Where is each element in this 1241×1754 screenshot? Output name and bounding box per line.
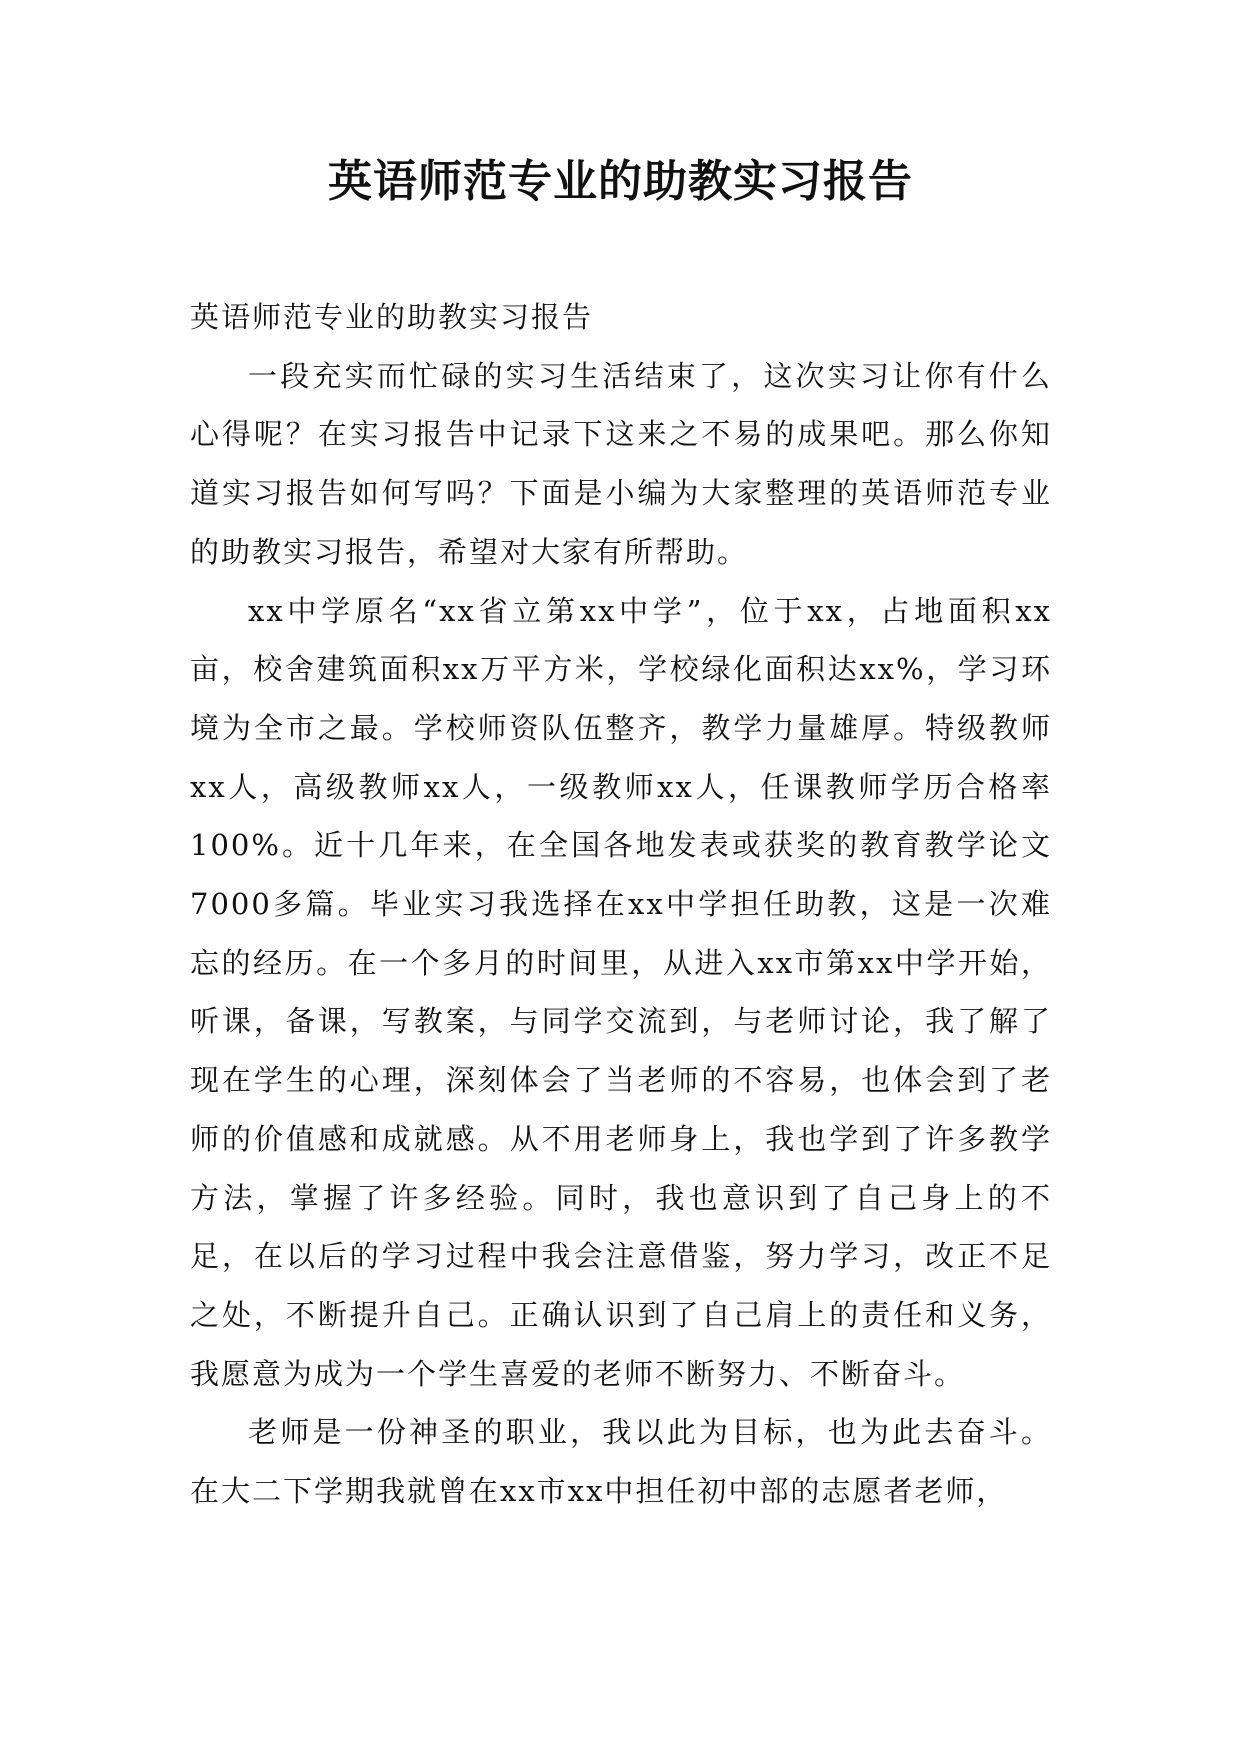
document-subtitle: 英语师范专业的助教实习报告 [190, 300, 594, 334]
document-title: 英语师范专业的助教实习报告 [328, 156, 913, 207]
paragraph-teacher: 老师是一份神圣的职业，我以此为目标，也为此去奋斗。在大二下学期我就曾在xx市xx中担任初中部的志愿者老师， [190, 1415, 1052, 1509]
paragraph-school: xx中学原名“xx省立第xx中学”，位于xx，占地面积xx亩，校舍建筑面积xx万平方米，学校绿化面积达xx%，学习环境为全市之最。学校师资队伍整齐，教学力量雄厚。特级教师xx人，高级教师xx人，一级教师xx人，任课教师学历合格率100%。近十几年来，在全国各地发表或获奖的教育教学论文7000多篇。毕业实习我选择在xx中学担任助教，这是一次难忘的经历。在一个多月的时间里，从进入xx市第xx中学开始，听课，备课，写教案，与同学交流到，与老师讨论，我了解了现在学生的心理，深刻体会了当老师的不容易，也体会到了老师的价值感和成就感。从不用老师身上，我也学到了许多教学方法，掌握了许多经验。同时，我也意识到了自己身上的不足，在以后的学习过程中我会注意借鉴，努力学习，改正不足之处，不断提升自己。正确认识到了自己肩上的责任和义务，我愿意为成为一个学生喜爱的老师不断努力、不断奋斗。 [190, 593, 1052, 1391]
paragraph-intro: 一段充实而忙碌的实习生活结束了，这次实习让你有什么心得呢？在实习报告中记录下这来之不易的成果吧。那么你知道实习报告如何写吗？下面是小编为大家整理的英语师范专业的助教实习报告，希望对大家有所帮助。 [190, 358, 1052, 569]
document-body [190, 288, 1052, 1521]
